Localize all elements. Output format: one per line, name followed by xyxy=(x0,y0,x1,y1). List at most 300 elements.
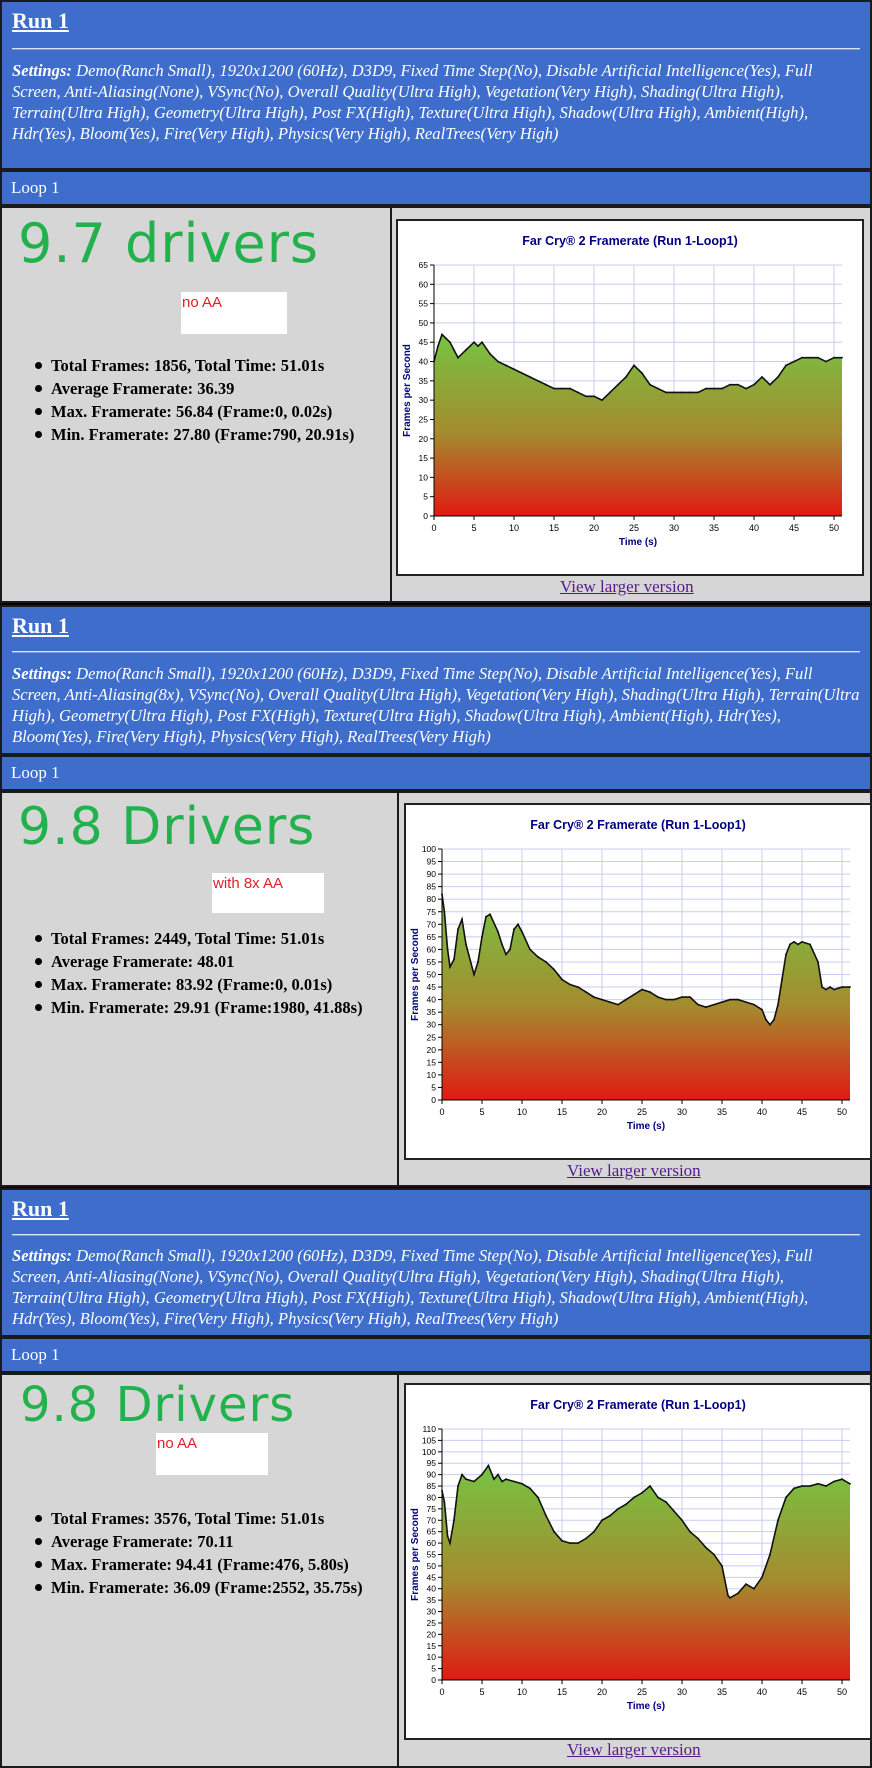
y-tick-label: 85 xyxy=(426,1481,436,1492)
data-point xyxy=(477,345,479,347)
data-point xyxy=(729,999,731,1001)
data-point xyxy=(465,1478,467,1480)
data-point xyxy=(849,1483,851,1485)
data-point xyxy=(801,357,803,359)
data-point xyxy=(585,991,587,993)
data-point xyxy=(537,380,539,382)
data-point xyxy=(449,966,451,968)
y-tick-label: 60 xyxy=(426,1538,436,1549)
data-point xyxy=(577,1542,579,1544)
data-point xyxy=(665,999,667,1001)
stat-total-frames: Total Frames: 1856, Total Time: 51.01s xyxy=(35,354,354,377)
stat-max-framerate: Max. Framerate: 83.92 (Frame:0, 0.01s) xyxy=(35,973,363,996)
view-larger-link[interactable]: View larger version xyxy=(567,1161,701,1180)
stat-average-framerate: Average Framerate: 70.11 xyxy=(35,1530,363,1553)
data-point xyxy=(657,996,659,998)
y-tick-label: 30 xyxy=(426,1019,436,1030)
data-point xyxy=(561,1540,563,1542)
x-tick-label: 50 xyxy=(828,523,840,533)
y-tick-label: 65 xyxy=(418,260,428,270)
data-point xyxy=(497,1474,499,1476)
x-tick-label: 10 xyxy=(516,1107,528,1117)
run-body-2 xyxy=(0,791,872,1187)
data-point xyxy=(537,1497,539,1499)
data-point xyxy=(501,1481,503,1483)
stat-max-framerate: Max. Framerate: 56.84 (Frame:0, 0.02s) xyxy=(35,400,354,423)
stats-list xyxy=(35,927,363,1019)
data-point xyxy=(529,1487,531,1489)
x-tick-label: 30 xyxy=(676,1687,688,1697)
data-point xyxy=(797,943,799,945)
data-point xyxy=(488,1465,490,1467)
data-point xyxy=(457,1485,459,1487)
data-point xyxy=(473,341,475,343)
data-point xyxy=(673,392,675,394)
data-point xyxy=(529,949,531,951)
x-tick-label: 50 xyxy=(836,1687,848,1697)
data-point xyxy=(457,928,459,930)
x-tick-label: 0 xyxy=(439,1687,445,1697)
y-axis-label: Frames per Second xyxy=(402,344,413,437)
aa-note: with 8x AA xyxy=(212,873,324,913)
data-point xyxy=(689,1531,691,1533)
y-tick-label: 45 xyxy=(426,1572,436,1583)
y-tick-label: 105 xyxy=(421,1435,436,1446)
y-tick-label: 20 xyxy=(426,1629,436,1640)
y-tick-label: 80 xyxy=(426,1492,436,1503)
stat-min-framerate: Min. Framerate: 29.91 (Frame:1980, 41.88s) xyxy=(35,996,363,1019)
x-tick-label: 10 xyxy=(516,1687,528,1697)
y-tick-label: 75 xyxy=(426,1503,436,1514)
y-axis-label: Frames per Second xyxy=(410,1508,421,1601)
y-tick-label: 70 xyxy=(426,1515,436,1526)
framerate-area xyxy=(442,894,850,1100)
data-point xyxy=(569,388,571,390)
y-tick-label: 0 xyxy=(423,511,428,521)
y-tick-label: 55 xyxy=(426,956,436,967)
run-body-3 xyxy=(0,1373,872,1768)
data-point xyxy=(809,943,811,945)
x-tick-label: 5 xyxy=(479,1107,485,1117)
data-point xyxy=(727,1595,729,1597)
x-tick-label: 20 xyxy=(596,1107,608,1117)
data-point xyxy=(561,388,563,390)
x-tick-label: 0 xyxy=(431,523,437,533)
y-tick-label: 5 xyxy=(431,1082,436,1093)
settings-values: Demo(Ranch Small), 1920x1200 (60Hz), D3D9, Fixed Time Step(No), Disable Artificial Intelligence(Yes), Full Screen, Anti-Aliasing(None), VSync(No), Overall Quality(Ultra High), Vegetation(Very High), Shading(Ultra High), Terrain(Ultra High), Geometry(Ultra High), Post FX(High), Texture(Ultra High), Shadow(Ultra High), Ambient(High), Hdr(Yes), Bloom(Yes), Fire(Very High), Physics(Very High), RealTrees(Very High) xyxy=(12,61,813,143)
data-point xyxy=(737,999,739,1001)
data-point xyxy=(481,936,483,938)
data-point xyxy=(513,368,515,370)
y-tick-label: 20 xyxy=(418,433,428,444)
data-point xyxy=(721,388,723,390)
x-tick-label: 5 xyxy=(479,1687,485,1697)
data-point xyxy=(769,1024,771,1026)
data-point xyxy=(697,1538,699,1540)
data-point xyxy=(513,1481,515,1483)
y-tick-label: 65 xyxy=(426,1526,436,1537)
data-point xyxy=(447,949,449,951)
settings-values: Demo(Ranch Small), 1920x1200 (60Hz), D3D9, Fixed Time Step(No), Disable Artificial Intelligence(Yes), Full Screen, Anti-Aliasing(None), VSync(No), Overall Quality(Ultra High), Vegetation(Very High), Shading(Ultra High), Terrain(Ultra High), Geometry(Ultra High), Post FX(High), Texture(Ultra High), Shadow(Ultra High), Ambient(High), Hdr(Yes), Bloom(Yes), Fire(Very High), Physics(Very High), RealTrees(Very High) xyxy=(12,1246,813,1328)
data-point xyxy=(713,388,715,390)
data-point xyxy=(721,1001,723,1003)
data-point xyxy=(465,349,467,351)
data-point xyxy=(633,994,635,996)
run-section-3 xyxy=(0,1188,872,1768)
y-tick-label: 10 xyxy=(418,472,428,483)
data-point xyxy=(833,989,835,991)
data-point xyxy=(729,384,731,386)
y-tick-label: 60 xyxy=(418,279,428,290)
y-tick-label: 0 xyxy=(431,1675,436,1685)
data-point xyxy=(617,1004,619,1006)
y-tick-label: 55 xyxy=(426,1549,436,1560)
data-point xyxy=(777,1519,779,1521)
data-point xyxy=(489,913,491,915)
data-point xyxy=(737,384,739,386)
data-point xyxy=(489,353,491,355)
data-point xyxy=(625,999,627,1001)
x-tick-label: 25 xyxy=(636,1107,648,1117)
data-point xyxy=(537,956,539,958)
y-tick-label: 95 xyxy=(426,856,436,867)
x-tick-label: 35 xyxy=(708,523,720,533)
stats-list xyxy=(35,354,354,446)
data-point xyxy=(625,1503,627,1505)
data-point xyxy=(457,357,459,359)
chart-title: Far Cry® 2 Framerate (Run 1-Loop1) xyxy=(530,818,746,832)
y-tick-label: 70 xyxy=(426,919,436,930)
stats-panel xyxy=(2,208,392,601)
data-point xyxy=(447,1535,449,1537)
data-point xyxy=(817,961,819,963)
run-body-1 xyxy=(0,206,872,603)
y-tick-label: 5 xyxy=(431,1663,436,1674)
settings-label: Settings: xyxy=(12,664,72,683)
data-point xyxy=(505,1478,507,1480)
run-header-2 xyxy=(0,605,872,755)
data-point xyxy=(665,1501,667,1503)
data-point xyxy=(553,1531,555,1533)
loop-header: Loop 1 xyxy=(0,1337,872,1373)
data-point xyxy=(713,1554,715,1556)
data-point xyxy=(833,1481,835,1483)
view-larger-link[interactable]: View larger version xyxy=(567,1740,701,1759)
data-point xyxy=(777,1004,779,1006)
y-tick-label: 30 xyxy=(418,395,428,406)
data-point xyxy=(453,349,455,351)
data-point xyxy=(513,928,515,930)
chart-svg xyxy=(406,805,870,1158)
handwritten-driver-label: 9.8 Drivers xyxy=(18,797,316,857)
y-tick-label: 25 xyxy=(426,1032,436,1043)
data-point xyxy=(697,1004,699,1006)
y-tick-label: 30 xyxy=(426,1606,436,1617)
data-point xyxy=(681,392,683,394)
data-point xyxy=(649,1485,651,1487)
data-point xyxy=(657,1497,659,1499)
data-point xyxy=(817,357,819,359)
x-tick-label: 35 xyxy=(716,1107,728,1117)
x-tick-label: 20 xyxy=(588,523,600,533)
data-point xyxy=(745,388,747,390)
y-tick-label: 65 xyxy=(426,931,436,942)
loop-header: Loop 1 xyxy=(0,755,872,791)
stat-total-frames: Total Frames: 2449, Total Time: 51.01s xyxy=(35,927,363,950)
y-tick-label: 5 xyxy=(423,491,428,502)
data-point xyxy=(585,395,587,397)
data-point xyxy=(825,361,827,363)
run-title: Run 1 xyxy=(12,613,69,638)
data-point xyxy=(801,1485,803,1487)
data-point xyxy=(705,1547,707,1549)
data-point xyxy=(617,384,619,386)
data-point xyxy=(545,1515,547,1517)
stat-min-framerate: Min. Framerate: 36.09 (Frame:2552, 35.75s) xyxy=(35,1576,363,1599)
loop-header: Loop 1 xyxy=(0,170,872,206)
view-larger-link[interactable]: View larger version xyxy=(560,577,694,596)
x-tick-label: 35 xyxy=(716,1687,728,1697)
y-tick-label: 15 xyxy=(426,1640,436,1651)
run-header-3 xyxy=(0,1188,872,1337)
y-tick-label: 50 xyxy=(426,1560,436,1571)
data-point xyxy=(449,341,451,343)
x-tick-label: 30 xyxy=(676,1107,688,1117)
data-point xyxy=(445,337,447,339)
data-point xyxy=(641,1492,643,1494)
data-point xyxy=(849,986,851,988)
settings-label: Settings: xyxy=(12,1246,72,1265)
data-point xyxy=(821,986,823,988)
data-point xyxy=(497,931,499,933)
data-point xyxy=(673,999,675,1001)
y-tick-label: 90 xyxy=(426,869,436,880)
chart-svg xyxy=(398,221,862,574)
run-title: Run 1 xyxy=(12,1196,69,1221)
data-point xyxy=(825,989,827,991)
header-divider xyxy=(12,48,860,50)
data-point xyxy=(633,1497,635,1499)
data-point xyxy=(437,345,439,347)
y-tick-label: 100 xyxy=(421,844,436,854)
y-axis-label: Frames per Second xyxy=(410,928,421,1021)
framerate-chart-3[interactable] xyxy=(404,1383,872,1740)
y-tick-label: 35 xyxy=(418,375,428,386)
data-point xyxy=(444,911,446,913)
data-point xyxy=(785,954,787,956)
data-point xyxy=(545,961,547,963)
data-point xyxy=(785,365,787,367)
data-point xyxy=(769,384,771,386)
chart-title: Far Cry® 2 Framerate (Run 1-Loop1) xyxy=(530,1398,746,1412)
x-axis-label: Time (s) xyxy=(626,1121,666,1132)
data-point xyxy=(641,372,643,374)
framerate-chart-2[interactable] xyxy=(404,803,872,1160)
data-point xyxy=(681,996,683,998)
data-point xyxy=(649,384,651,386)
data-point xyxy=(689,996,691,998)
run-section-1 xyxy=(0,0,872,603)
y-tick-label: 90 xyxy=(426,1469,436,1480)
y-tick-label: 45 xyxy=(426,982,436,993)
y-tick-label: 75 xyxy=(426,906,436,917)
data-point xyxy=(641,989,643,991)
data-point xyxy=(665,392,667,394)
data-point xyxy=(801,941,803,943)
data-point xyxy=(481,1474,483,1476)
data-point xyxy=(601,999,603,1001)
data-point xyxy=(793,1487,795,1489)
data-point xyxy=(465,943,467,945)
run-title: Run 1 xyxy=(12,8,69,33)
x-tick-label: 30 xyxy=(668,523,680,533)
data-point xyxy=(633,365,635,367)
data-point xyxy=(473,1481,475,1483)
data-point xyxy=(697,392,699,394)
x-tick-label: 25 xyxy=(636,1687,648,1697)
data-point xyxy=(585,1538,587,1540)
data-point xyxy=(521,931,523,933)
x-tick-label: 20 xyxy=(596,1687,608,1697)
data-point xyxy=(569,984,571,986)
data-point xyxy=(569,1542,571,1544)
data-point xyxy=(809,1485,811,1487)
y-tick-label: 20 xyxy=(426,1044,436,1055)
y-tick-label: 35 xyxy=(426,1007,436,1018)
data-point xyxy=(493,1478,495,1480)
data-point xyxy=(444,1501,446,1503)
data-point xyxy=(481,341,483,343)
y-tick-label: 50 xyxy=(418,317,428,328)
x-tick-label: 40 xyxy=(748,523,760,533)
data-point xyxy=(593,1531,595,1533)
data-point xyxy=(529,376,531,378)
run-section-2 xyxy=(0,605,872,1187)
handwritten-driver-label: 9.8 Drivers xyxy=(20,1377,296,1433)
data-point xyxy=(449,1542,451,1544)
data-point xyxy=(477,961,479,963)
data-point xyxy=(785,1497,787,1499)
data-point xyxy=(609,392,611,394)
x-tick-label: 15 xyxy=(556,1687,568,1697)
data-point xyxy=(593,395,595,397)
x-tick-label: 45 xyxy=(796,1687,808,1697)
data-point xyxy=(841,1478,843,1480)
data-point xyxy=(561,979,563,981)
settings-text xyxy=(12,60,862,144)
data-point xyxy=(649,991,651,993)
data-point xyxy=(817,1483,819,1485)
x-tick-label: 50 xyxy=(836,1107,848,1117)
y-tick-label: 40 xyxy=(418,356,428,367)
data-point xyxy=(521,372,523,374)
data-point xyxy=(441,334,443,336)
x-axis-label: Time (s) xyxy=(618,537,658,548)
data-point xyxy=(773,1019,775,1021)
chart-svg xyxy=(406,1385,870,1738)
stat-average-framerate: Average Framerate: 36.39 xyxy=(35,377,354,400)
stat-max-framerate: Max. Framerate: 94.41 (Frame:476, 5.80s) xyxy=(35,1553,363,1576)
settings-text xyxy=(12,663,862,747)
data-point xyxy=(593,996,595,998)
data-point xyxy=(453,1519,455,1521)
data-point xyxy=(721,1565,723,1567)
aa-note: no AA xyxy=(156,1433,268,1475)
data-point xyxy=(761,1576,763,1578)
data-point xyxy=(825,1485,827,1487)
data-point xyxy=(617,1508,619,1510)
data-point xyxy=(753,1588,755,1590)
y-tick-label: 50 xyxy=(426,969,436,980)
data-point xyxy=(737,1592,739,1594)
data-point xyxy=(553,388,555,390)
aa-note: no AA xyxy=(181,292,287,334)
y-tick-label: 40 xyxy=(426,994,436,1005)
data-point xyxy=(769,1554,771,1556)
data-point xyxy=(609,1515,611,1517)
x-tick-label: 5 xyxy=(471,523,477,533)
data-point xyxy=(521,1483,523,1485)
framerate-area xyxy=(442,1466,850,1680)
x-tick-label: 15 xyxy=(548,523,560,533)
data-point xyxy=(745,1001,747,1003)
data-point xyxy=(485,916,487,918)
data-point xyxy=(753,384,755,386)
data-point xyxy=(833,357,835,359)
handwritten-driver-label: 9.7 drivers xyxy=(18,212,320,275)
x-tick-label: 45 xyxy=(788,523,800,533)
y-tick-label: 80 xyxy=(426,894,436,905)
framerate-chart-1[interactable] xyxy=(396,219,864,576)
data-point xyxy=(761,1009,763,1011)
data-point xyxy=(829,986,831,988)
data-point xyxy=(673,1510,675,1512)
y-tick-label: 25 xyxy=(418,414,428,425)
data-point xyxy=(609,1001,611,1003)
data-point xyxy=(577,986,579,988)
data-point xyxy=(473,974,475,976)
y-tick-label: 45 xyxy=(418,337,428,348)
stats-panel xyxy=(2,793,399,1185)
y-tick-label: 15 xyxy=(426,1057,436,1068)
x-tick-label: 40 xyxy=(756,1687,768,1697)
data-point xyxy=(501,943,503,945)
data-point xyxy=(505,365,507,367)
y-tick-label: 110 xyxy=(422,1424,436,1434)
x-axis-label: Time (s) xyxy=(626,1701,666,1712)
data-point xyxy=(841,357,843,359)
data-point xyxy=(553,969,555,971)
y-tick-label: 100 xyxy=(421,1446,436,1457)
stat-average-framerate: Average Framerate: 48.01 xyxy=(35,950,363,973)
y-tick-label: 95 xyxy=(426,1458,436,1469)
data-point xyxy=(681,1519,683,1521)
data-point xyxy=(517,923,519,925)
settings-text xyxy=(12,1245,862,1329)
stats-list xyxy=(35,1507,363,1599)
data-point xyxy=(761,376,763,378)
x-tick-label: 15 xyxy=(556,1107,568,1117)
x-tick-label: 45 xyxy=(796,1107,808,1117)
data-point xyxy=(461,918,463,920)
data-point xyxy=(745,1583,747,1585)
x-tick-label: 40 xyxy=(756,1107,768,1117)
data-point xyxy=(577,392,579,394)
data-point xyxy=(497,361,499,363)
chart-title: Far Cry® 2 Framerate (Run 1-Loop1) xyxy=(522,234,738,248)
settings-label: Settings: xyxy=(12,61,72,80)
data-point xyxy=(705,1006,707,1008)
